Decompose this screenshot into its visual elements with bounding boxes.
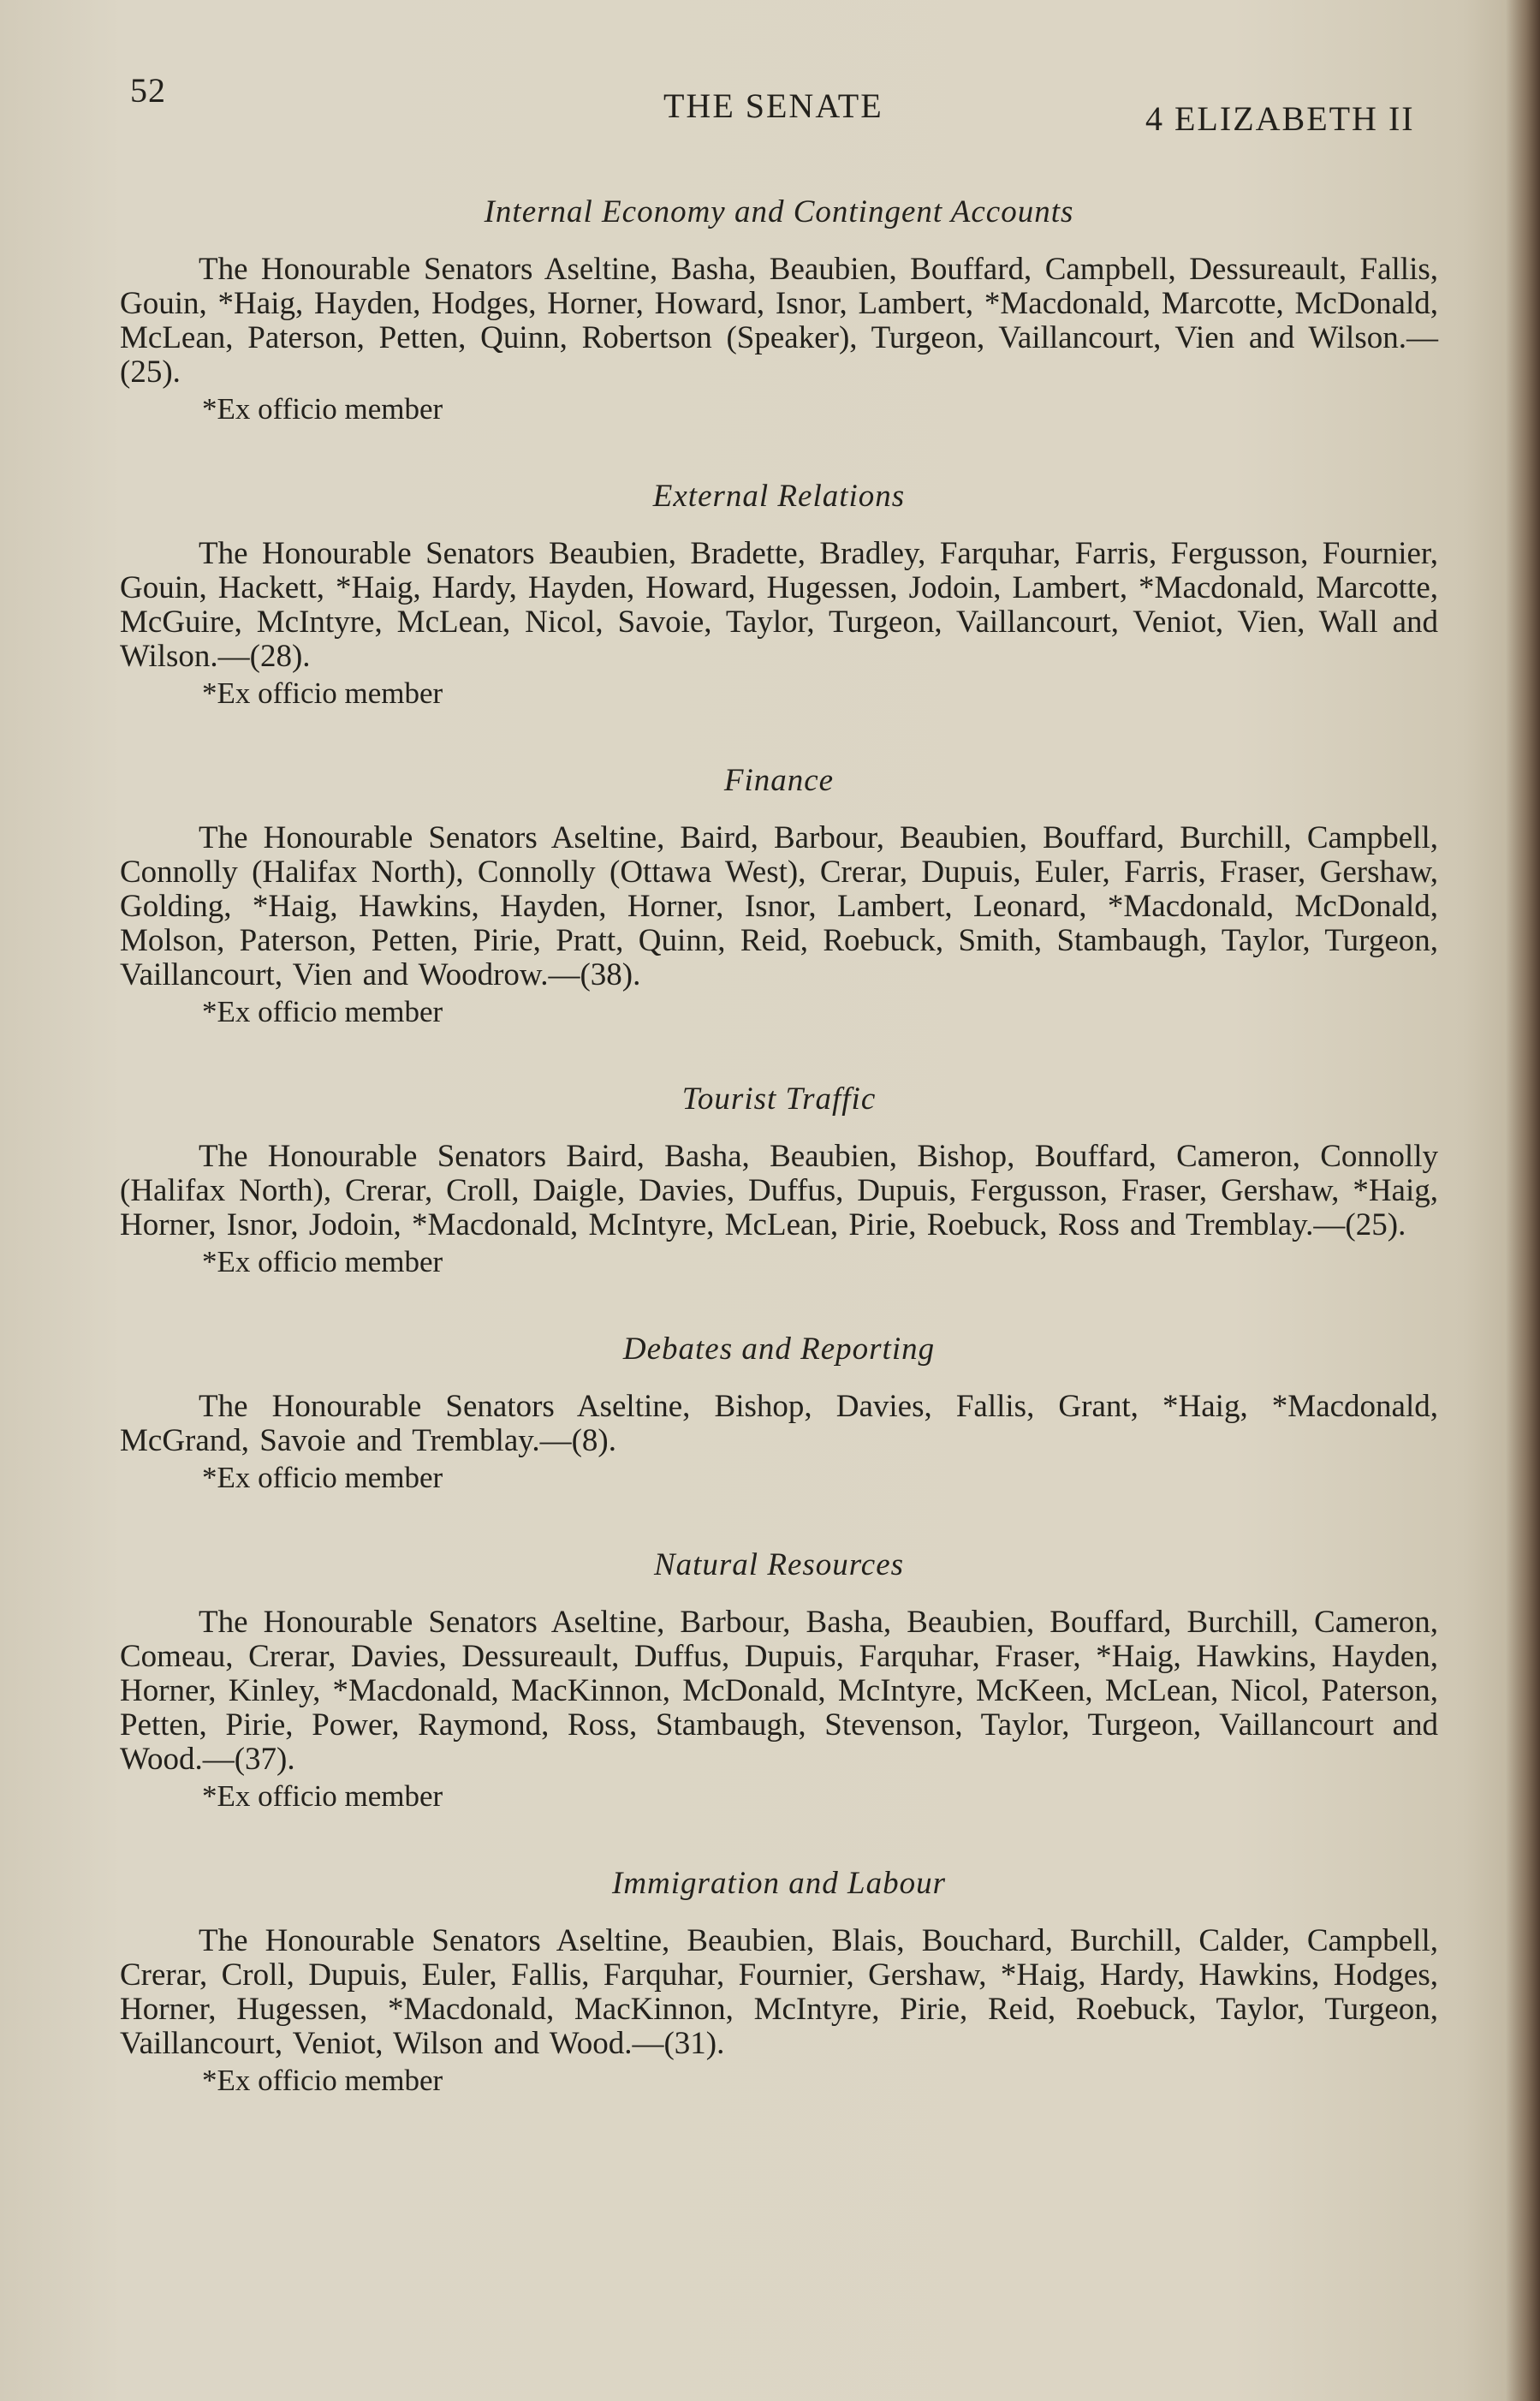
ex-officio-note: *Ex officio member: [202, 995, 443, 1028]
committee-members: The Honourable Senators Baird, Basha, Beaubien, Bishop, Bouffard, Cameron, Connolly (Halifax North), Crerar, Croll, Daigle, Davies, Duffus, Dupuis, Fergusson, Fraser, Gershaw, *Haig, Horner, Isnor, Jodoin, *Macdonald, McIntyre, McLean, Pirie, Roebuck, Ross and Tremblay.—(25).: [120, 1139, 1438, 1242]
committee-title: Natural Resources: [653, 1547, 905, 1582]
ex-officio-note: *Ex officio member: [202, 1245, 443, 1278]
committee-section: [120, 761, 1438, 1030]
committee-section: [120, 193, 1438, 427]
page-number: 52: [130, 71, 166, 110]
running-title: THE SENATE: [663, 86, 883, 125]
committee-list: [120, 193, 1438, 2099]
committee-section: [120, 1864, 1438, 2099]
committee-members: The Honourable Senators Aseltine, Beaubien, Blais, Bouchard, Burchill, Calder, Campbell, Crerar, Croll, Dupuis, Euler, Fallis, Farquhar, Fournier, Gershaw, *Haig, Hardy, Hawkins, Hodges, Horner, Hugessen, *Macdonald, MacKinnon, McIntyre, Pirie, Reid, Roebuck, Taylor, Turgeon, Vaillancourt, Veniot, Wilson and Wood.—(31).: [120, 1923, 1438, 2061]
committee-members: The Honourable Senators Aseltine, Bishop, Davies, Fallis, Grant, *Haig, *Macdonald, McGrand, Savoie and Tremblay.—(8).: [120, 1389, 1438, 1458]
committee-section: [120, 1080, 1438, 1280]
committee-title: Finance: [723, 763, 835, 798]
session-label: 4 ELIZABETH II: [1145, 99, 1415, 138]
committee-title: Tourist Traffic: [681, 1081, 877, 1117]
ex-officio-note: *Ex officio member: [202, 2064, 443, 2097]
committee-title: Immigration and Labour: [612, 1866, 946, 1901]
page-binding-edge: [1506, 0, 1540, 2401]
committee-members: The Honourable Senators Beaubien, Bradette, Bradley, Farquhar, Farris, Fergusson, Fournier, Gouin, Hackett, *Haig, Hardy, Hayden, Howard, Hugessen, Jodoin, Lambert, *Macdonald, Marcotte, McGuire, McIntyre, McLean, Nicol, Savoie, Taylor, Turgeon, Vaillancourt, Veniot, Vien, Wall and Wilson.—(28).: [120, 536, 1438, 674]
ex-officio-note: *Ex officio member: [202, 392, 443, 426]
committee-section: [120, 477, 1438, 712]
ex-officio-note: *Ex officio member: [202, 1461, 443, 1494]
committee-section: [120, 1330, 1438, 1496]
committee-section: [120, 1546, 1438, 1814]
page-header: [0, 0, 1540, 171]
ex-officio-note: *Ex officio member: [202, 676, 443, 710]
committee-members: The Honourable Senators Aseltine, Baird, Barbour, Beaubien, Bouffard, Burchill, Campbell, Connolly (Halifax North), Connolly (Ottawa West), Crerar, Dupuis, Euler, Farris, Fraser, Gershaw, Golding, *Haig, Hawkins, Hayden, Horner, Isnor, Lambert, Leonard, *Macdonald, McDonald, Molson, Paterson, Petten, Pirie, Pratt, Quinn, Reid, Roebuck, Smith, Stambaugh, Taylor, Turgeon, Vaillancourt, Vien and Woodrow.—(38).: [120, 820, 1438, 992]
committee-title: External Relations: [652, 479, 906, 514]
committee-members: The Honourable Senators Aseltine, Barbour, Basha, Beaubien, Bouffard, Burchill, Cameron, Comeau, Crerar, Davies, Dessureault, Duffus, Dupuis, Farquhar, Fraser, *Haig, Hawkins, Hayden, Horner, Kinley, *Macdonald, MacKinnon, McDonald, McIntyre, McKeen, McLean, Nicol, Paterson, Petten, Pirie, Power, Raymond, Ross, Stambaugh, Stevenson, Taylor, Turgeon, Vaillancourt and Wood.—(37).: [120, 1605, 1438, 1777]
committee-title: Debates and Reporting: [622, 1332, 936, 1367]
ex-officio-note: *Ex officio member: [202, 1779, 443, 1813]
committee-members: The Honourable Senators Aseltine, Basha, Beaubien, Bouffard, Campbell, Dessureault, Fallis, Gouin, *Haig, Hayden, Hodges, Horner, Howard, Isnor, Lambert, *Macdonald, Marcotte, McDonald, McLean, Paterson, Petten, Quinn, Robertson (Speaker), Turgeon, Vaillancourt, Vien and Wilson.—(25).: [120, 252, 1438, 390]
committee-title: Internal Economy and Contingent Accounts: [484, 194, 1074, 229]
